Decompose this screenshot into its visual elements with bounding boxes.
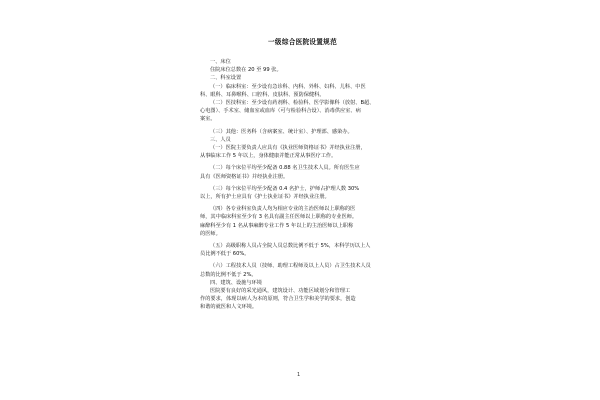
text-line: （三）其他：医务科（含病案室、统计室）、护理部、感染办。 [210, 128, 353, 135]
text-line: 总数的比例不低于 2%。 [200, 271, 257, 278]
text-line: 的医师。 [200, 230, 221, 237]
text-line: 具有《医师资格证书》并经执业注册。 [200, 173, 289, 180]
text-line: 四、建筑、设施与环境 [210, 279, 262, 286]
text-line: 作的要求，体现以病人为本的原则，符合卫生学和美学的要求，创造 [200, 296, 356, 303]
text-line: （一）临床科室：至少设有急诊科、内科、外科、妇科、儿科、中医 [210, 83, 366, 90]
text-line: 科、眼科、耳鼻喉科、口腔科、皮肤科、预防保健科。 [200, 91, 325, 98]
text-line: 以上，所有护士应具有《护士执业证书》并经执业注册。 [200, 194, 330, 201]
document-title: 一级综合医院设置规范 [268, 38, 337, 46]
text-line: （三）每个床位平均至少配备 0.4 名护士，护师占护理人数 30% [210, 185, 360, 192]
text-line: （六）工程技术人员（技师、助理工程师及以上人员）占卫生技术人员 [210, 263, 371, 270]
text-line: （五）高级职称人员占全院人员总数比例不低于 5%，本科学历以上人 [210, 243, 371, 250]
text-line: 一、床位 [210, 59, 231, 65]
text-line: （四）各专业科室负责人均为相应专业的主治医师以上职称的医 [210, 206, 356, 213]
text-line: 从事临床工作 5 年以上，身体健康并能正常从事医疗工作。 [200, 153, 337, 160]
text-line: 麻醉科至少有 1 名从事麻醉专业工作 5 年以上的主治医师以上职称 [200, 222, 354, 229]
page-number: 1 [297, 372, 301, 378]
text-line: （二）每个床位平均至少配备 0.88 名卫生技术人员。所有医生应 [210, 165, 360, 172]
text-line: 二、科室设置 [210, 75, 242, 82]
text-line: 住院床位总数在 20 至 99 张。 [210, 67, 282, 74]
document-body [200, 36, 405, 312]
text-line: 师，其中临床科室至少有 3 名具有副主任医师以上职称的专业医师。 [200, 214, 358, 221]
text-line: 三、人员 [210, 136, 231, 143]
text-line: 员比例不低于 60%。 [200, 251, 250, 258]
text-line: （二）医技科室：至少设有药剂科、检验科、医学影像科（放射、B超、 [210, 100, 375, 107]
text-line: 心电图）、手术室、储血室或血库（可与检验科合设）、消毒供应室、病 [200, 108, 361, 115]
text-line: 和谐的就医和人文环境。 [200, 304, 258, 311]
text-line: 医院要有良好的采光通风，建筑设计、功能区域划分和管理工 [210, 288, 351, 295]
document-text [200, 58, 405, 312]
text-line: （一）医院主要负责人应具有《执业医师资格证书》并经执业注册， [210, 145, 366, 152]
text-line: 案室。 [200, 116, 216, 123]
